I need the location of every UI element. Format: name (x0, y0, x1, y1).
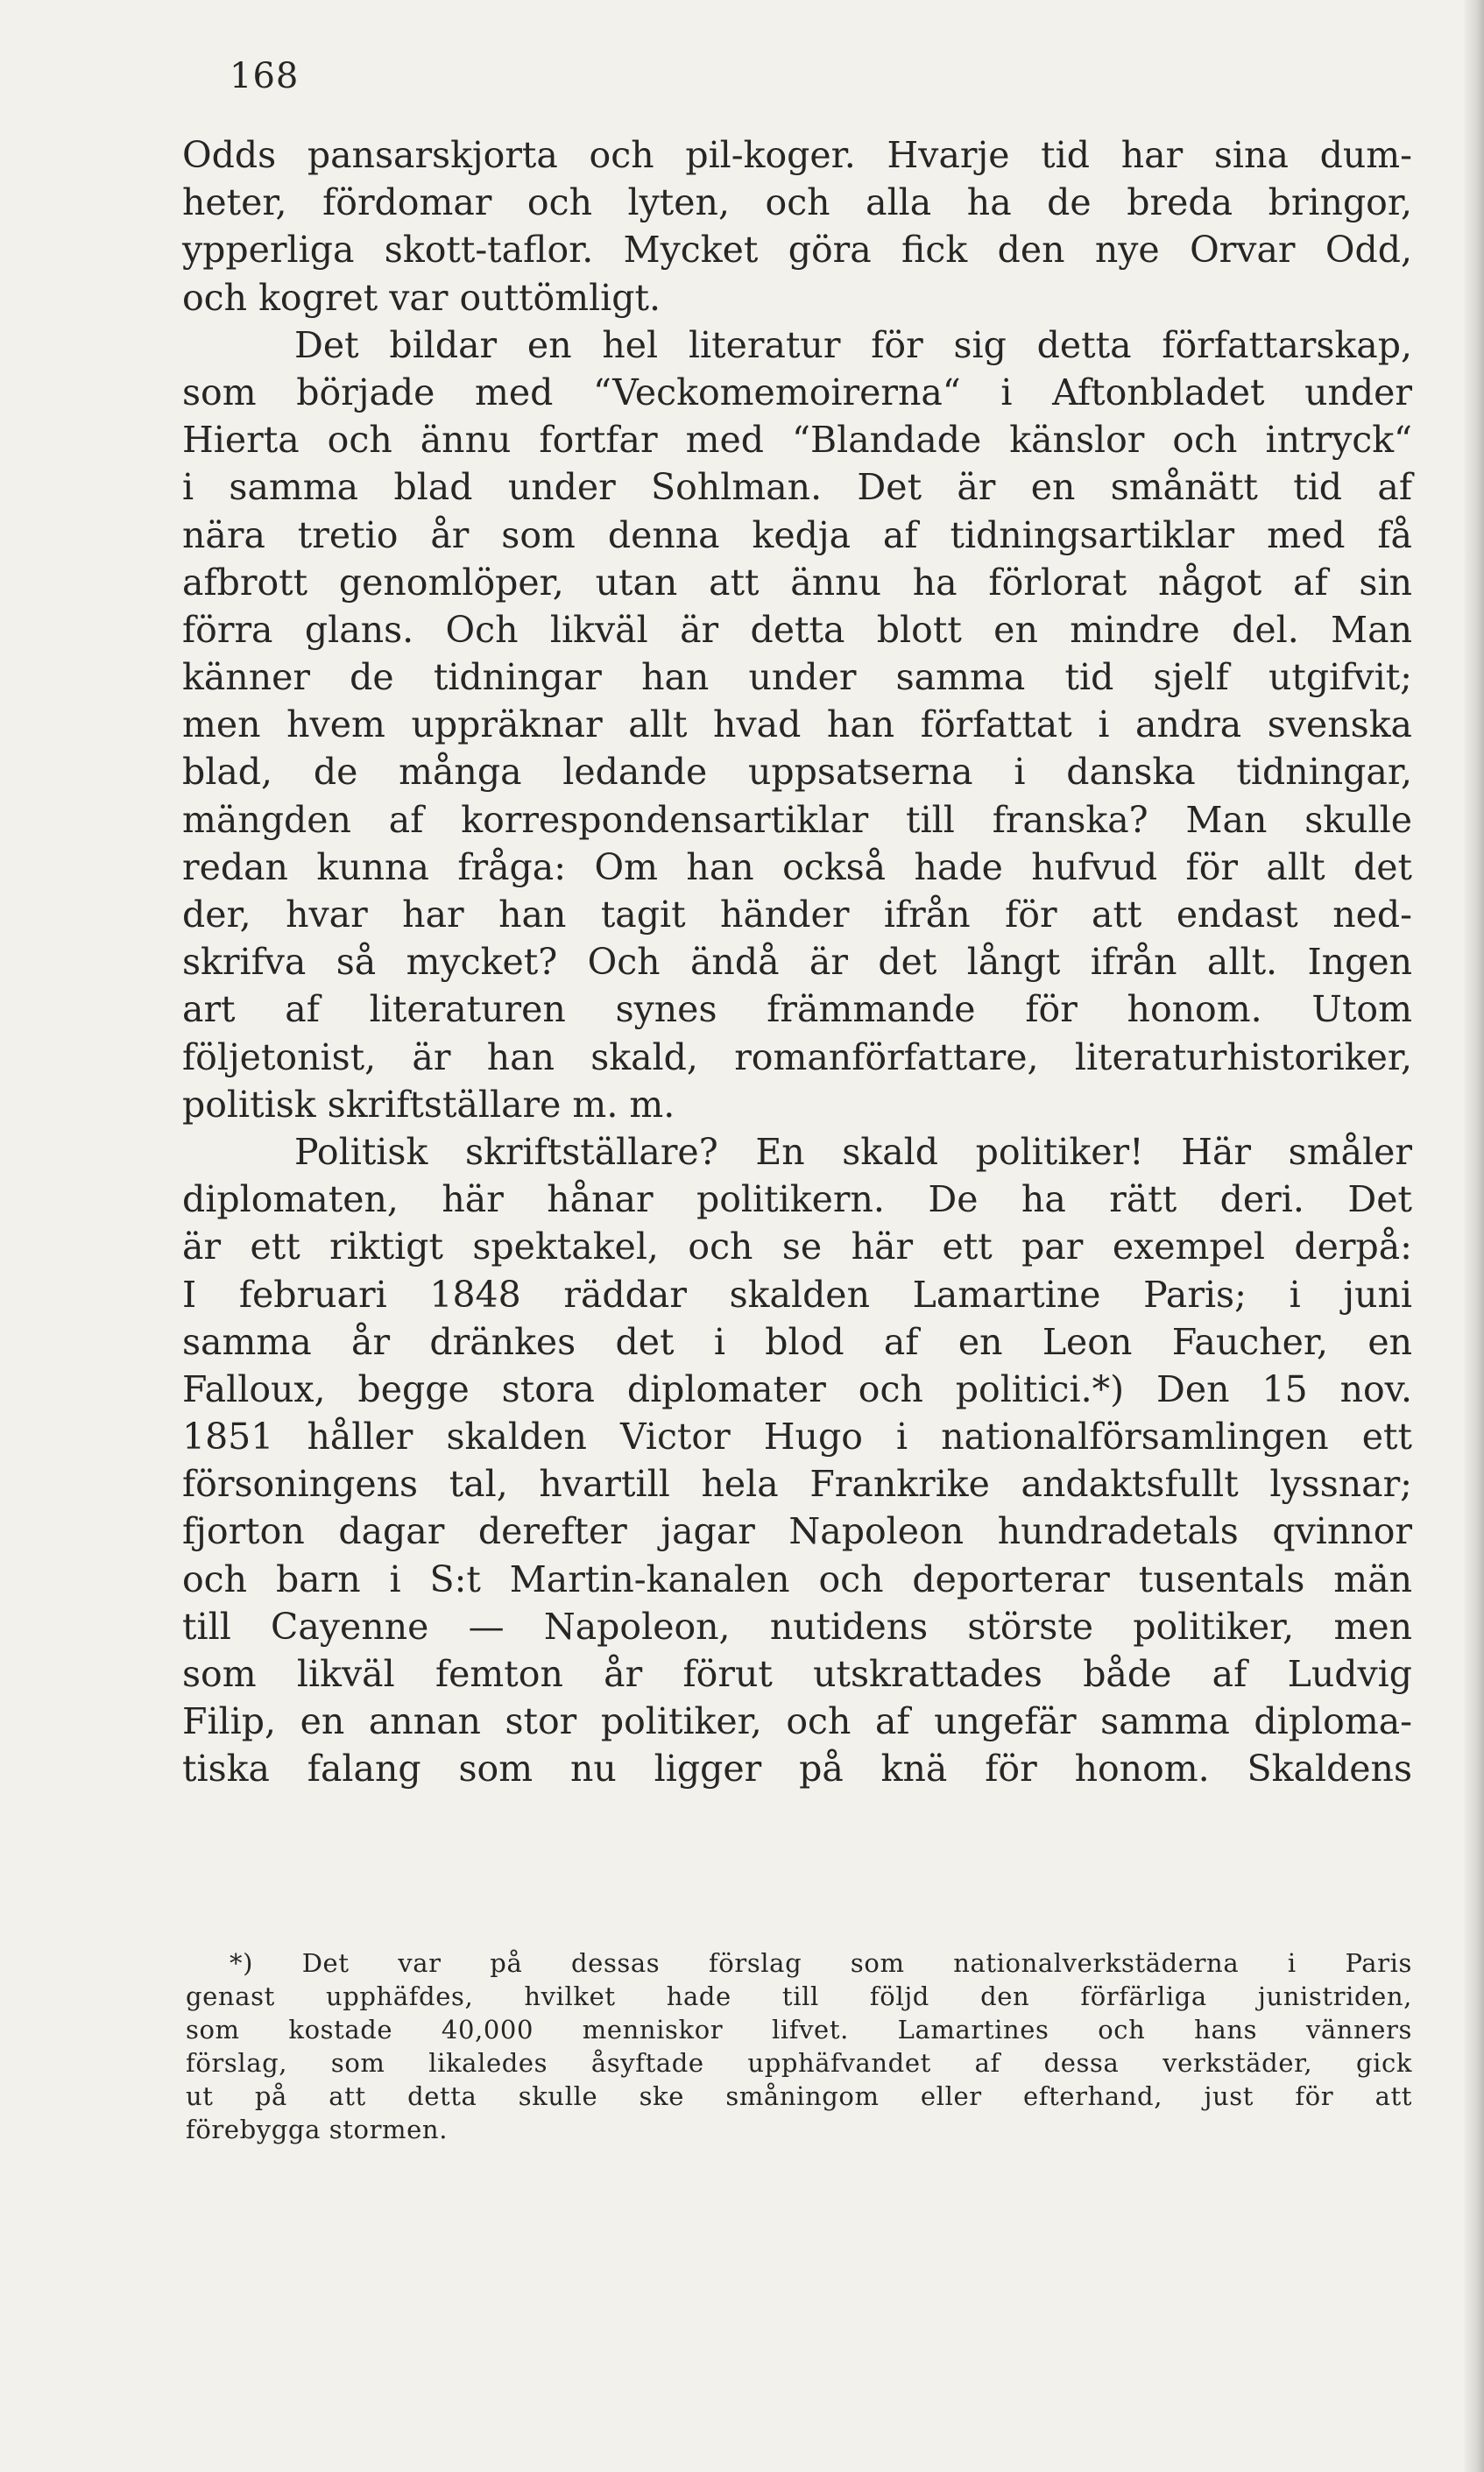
text-line: I februari 1848 räddar skalden Lamartine Paris; i juni (182, 1273, 1412, 1316)
footnote-line: ut på att detta skulle ske småningom eller efterhand, just för att (186, 2081, 1412, 2111)
text-line: fjorton dagar derefter jagar Napoleon hundradetals qvinnor (182, 1510, 1412, 1553)
text-line: mängden af korrespondensartiklar till franska? Man skulle (182, 798, 1412, 841)
text-line: Odds pansarskjorta och pil-koger. Hvarje tid har sina dum- (182, 134, 1412, 176)
footnote-line: *) Det var på dessas förslag som nationalverkstäderna i Paris (230, 1948, 1412, 1978)
text-line: afbrott genomlöper, utan att ännu ha förlorat något af sin (182, 561, 1412, 604)
text-line: som började med “Veckomemoirerna“ i Aftonbladet under (182, 371, 1412, 413)
text-line: i samma blad under Sohlman. Det är en smånätt tid af (182, 466, 1412, 509)
text-line: som likväl femton år förut utskrattades både af Ludvig (182, 1653, 1412, 1695)
footnotes (186, 1946, 1412, 2146)
text-line: redan kunna fråga: Om han också hade hufvud för allt det (182, 845, 1412, 888)
text-line: blad, de många ledande uppsatserna i danska tidningar, (182, 751, 1412, 794)
footnote-line: förslag, som likaledes åsyftade upphäfvandet af dessa verkstäder, gick (186, 2048, 1412, 2078)
text-line: tiska falang som nu ligger på knä för honom. Skaldens (182, 1748, 1412, 1790)
text-line: der, hvar har han tagit händer ifrån för att endast ned- (182, 893, 1412, 936)
footnote-line: genast upphäfdes, hvilket hade till följd den förfärliga junistriden, (186, 1981, 1412, 2011)
text-line: samma år dränkes det i blod af en Leon Faucher, en (182, 1320, 1412, 1363)
footnote-line: förebygga stormen. (186, 2115, 449, 2144)
text-line: Hierta och ännu fortfar med “Blandade känslor och intryck“ (182, 419, 1412, 462)
text-line: heter, fördomar och lyten, och alla ha de breda bringor, (182, 181, 1412, 224)
text-line: till Cayenne — Napoleon, nutidens störste politiker, men (182, 1605, 1412, 1648)
text-line: känner de tidningar han under samma tid sjelf utgifvit; (182, 656, 1412, 699)
text-line: art af literaturen synes främmande för honom. Utom (182, 988, 1412, 1031)
text-line: skrifva så mycket? Och ändå är det långt ifrån allt. Ingen (182, 941, 1412, 984)
footnote-line: som kostade 40,000 menniskor lifvet. Lamartines och hans vänners (186, 2015, 1412, 2045)
page-edge (1465, 0, 1484, 2472)
text-line: men hvem uppräknar allt hvad han författat i andra svenska (182, 703, 1412, 746)
text-line: försoningens tal, hvartill hela Frankrike andaktsfullt lyssnar; (182, 1463, 1412, 1506)
text-line: Falloux, begge stora diplomater och politici.*) Den 15 nov. (182, 1367, 1412, 1410)
text-line: och barn i S:t Martin-kanalen och deporterar tusentals män (182, 1557, 1412, 1600)
text-line: ypperliga skott-taflor. Mycket göra fick den nye Orvar Odd, (182, 229, 1412, 272)
text-line: diplomaten, här hånar politikern. De ha rätt deri. Det (182, 1178, 1412, 1221)
text-line: 1851 håller skalden Victor Hugo i nationalförsamlingen ett (182, 1416, 1412, 1458)
text-line: förra glans. Och likväl är detta blott en mindre del. Man (182, 608, 1412, 651)
text-line: är ett riktigt spektakel, och se här ett par exempel derpå: (182, 1225, 1412, 1268)
text-line: Det bildar en hel literatur för sig detta författarskap, (294, 323, 1412, 366)
text-line: och kogret var outtömligt. (182, 276, 661, 319)
text-line: nära tretio år som denna kedja af tidningsartiklar med få (182, 513, 1412, 556)
text-line: följetonist, är han skald, romanförfattare, literaturhistoriker, (182, 1035, 1412, 1078)
page-number: 168 (230, 56, 300, 96)
body-text (182, 131, 1412, 1793)
text-line: politisk skriftställare m. m. (182, 1083, 675, 1126)
text-line: Politisk skriftställare? En skald politiker! Här småler (294, 1130, 1412, 1173)
text-line: Filip, en annan stor politiker, och af ungefär samma diploma- (182, 1700, 1412, 1743)
